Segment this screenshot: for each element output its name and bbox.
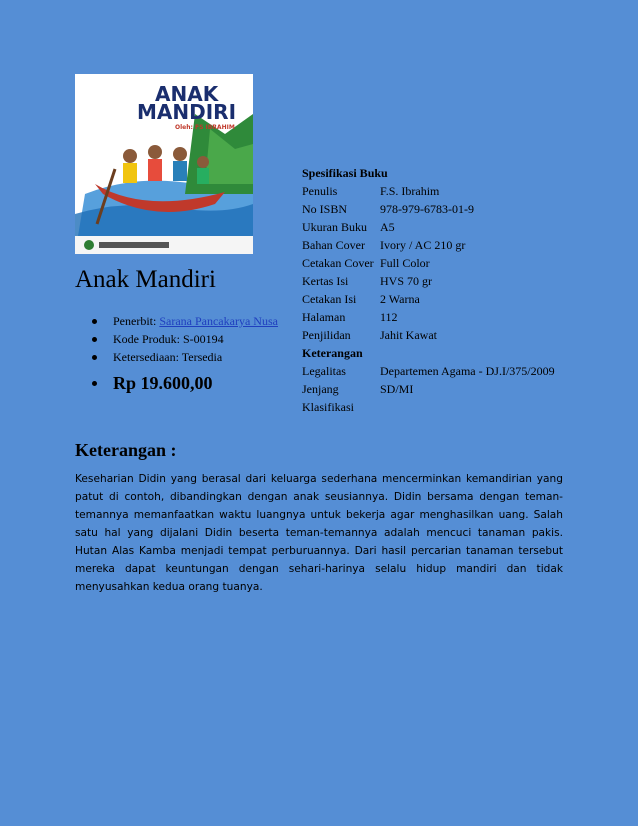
spec-key: Bahan Cover <box>302 238 365 252</box>
spec-value: 978-979-6783-01-9 <box>380 202 474 216</box>
spec-value: HVS 70 gr <box>380 274 433 288</box>
spec-row <box>302 272 555 290</box>
spec-key: Cetakan Cover <box>302 256 374 270</box>
spec-value: 112 <box>380 310 398 324</box>
spec-value: 2 Warna <box>380 292 420 306</box>
product-title: Anak Mandiri <box>75 266 216 293</box>
spec-row <box>302 326 555 344</box>
spec-value: Full Color <box>380 256 430 270</box>
spec-value: Jahit Kawat <box>380 328 437 342</box>
spec-value: A5 <box>380 220 395 234</box>
spec-key: Ukuran Buku <box>302 220 367 234</box>
spec-key: Kertas Isi <box>302 274 349 288</box>
spec-key: Halaman <box>302 310 346 324</box>
spec-value: Departemen Agama - DJ.I/375/2009 <box>380 364 555 378</box>
spec-key: Jenjang <box>302 382 339 396</box>
product-price: Rp 19.600,00 <box>75 372 213 394</box>
spec-row <box>302 236 555 254</box>
book-cover-image <box>75 74 253 254</box>
spec-value: Ivory / AC 210 gr <box>380 238 466 252</box>
cover-title-line1: ANAK <box>155 82 219 106</box>
spec-value: F.S. Ibrahim <box>380 184 440 198</box>
spec-row <box>302 182 555 200</box>
specs-table <box>302 164 555 416</box>
spec-row <box>302 362 555 380</box>
product-meta-list <box>75 312 278 366</box>
spec-value: SD/MI <box>380 382 414 396</box>
spec-row <box>302 380 555 398</box>
description-heading: Keterangan : <box>75 440 177 460</box>
spec-key: Penulis <box>302 184 338 198</box>
specs-heading: Spesifikasi Buku <box>302 166 388 180</box>
spec-key: Cetakan Isi <box>302 292 357 306</box>
spec-key: No ISBN <box>302 202 348 216</box>
cover-title-line2: MANDIRI <box>137 100 237 124</box>
publisher-label: Penerbit: <box>113 314 160 328</box>
spec-row <box>302 254 555 272</box>
spec-row <box>302 398 555 416</box>
spec-key: Legalitas <box>302 364 346 378</box>
cover-author: Oleh: FS IBRAHIM <box>175 124 235 131</box>
publisher-link[interactable]: Sarana Pancakarya Nusa <box>159 314 278 328</box>
spec-row <box>302 200 555 218</box>
spec-key: Penjilidan <box>302 328 351 342</box>
spec-row <box>302 218 555 236</box>
publisher-item <box>75 312 278 330</box>
price-list <box>75 372 213 394</box>
specs-heading-keterangan: Keterangan <box>302 346 363 360</box>
spec-row <box>302 290 555 308</box>
description-text: Keseharian Didin yang berasal dari keluarga sederhana mencerminkan kemandirian yang patut di contoh, dibandingkan dengan anak seusiannya. Didin bersama dengan teman-temannya memanfaatkan waktu luangnya untuk bekerja agar menghasilkan uang. Salah satu hal yang dijalani Didin beserta teman-temannya adalah mencuci tanaman pakis. Hutan Alas Kamba menjadi tempat perburuannya. Dari hasil percarian tanaman tersebut mereka dapat keuntungan dengan sehari-harinya selalu hidup mandiri dan tidak menyusahkan kedua orang tuanya. <box>75 473 563 593</box>
spec-key: Klasifikasi <box>302 400 354 414</box>
product-code: Kode Produk: S-00194 <box>75 330 278 348</box>
spec-row <box>302 308 555 326</box>
availability: Ketersediaan: Tersedia <box>75 348 278 366</box>
